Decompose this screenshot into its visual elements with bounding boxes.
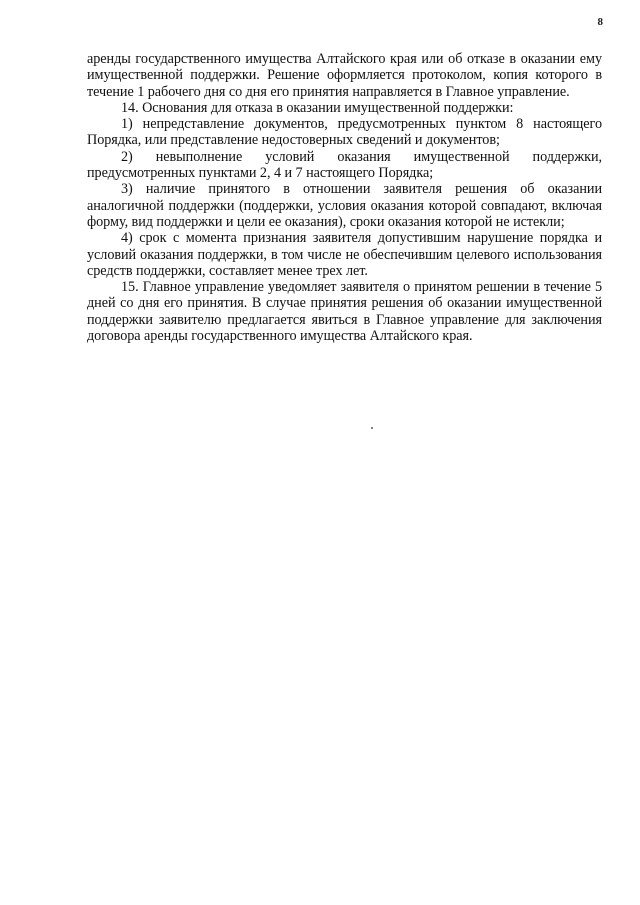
paragraph-subitem-1: 1) непредставление документов, предусмотренных пунктом 8 настоящего Порядка, или представление недостоверных сведений и документов;	[87, 116, 602, 149]
paragraph-subitem-3: 3) наличие принятого в отношении заявителя решения об оказании аналогичной поддержки (поддержки, условия оказания которой совпадают, включая форму, вид поддержки и цели ее оказания), сроки оказания которой не истекли;	[87, 181, 602, 230]
paragraph-item-14: 14. Основания для отказа в оказании имущественной поддержки:	[121, 99, 514, 116]
paragraph-subitem-2: 2) невыполнение условий оказания имущественной поддержки, предусмотренных пунктами 2, 4 и 7 настоящего Порядка;	[87, 148, 602, 182]
page-number: 8	[597, 16, 603, 28]
paragraph-subitem-4: 4) срок с момента признания заявителя допустившим нарушение порядка и условий оказания поддержки, в том числе не обеспечившим целевого использования средств поддержки, составляет менее трех лет.	[87, 230, 602, 279]
paragraph-continuation: аренды государственного имущества Алтайского края или об отказе в оказании ему имущественной поддержки. Решение оформляется протоколом, копия которого в течение 1 рабочего дня со дня его принятия направляется в Главное управление.	[87, 51, 602, 100]
scan-speck	[371, 427, 373, 429]
paragraph-item-15: 15. Главное управление уведомляет заявителя о принятом решении в течение 5 дней со дня его принятия. В случае принятия решения об оказании имущественной поддержки заявителю предлагается явиться в Главное управление для заключения договора аренды государственного имущества Алтайского края.	[87, 279, 602, 345]
document-body	[87, 51, 602, 344]
